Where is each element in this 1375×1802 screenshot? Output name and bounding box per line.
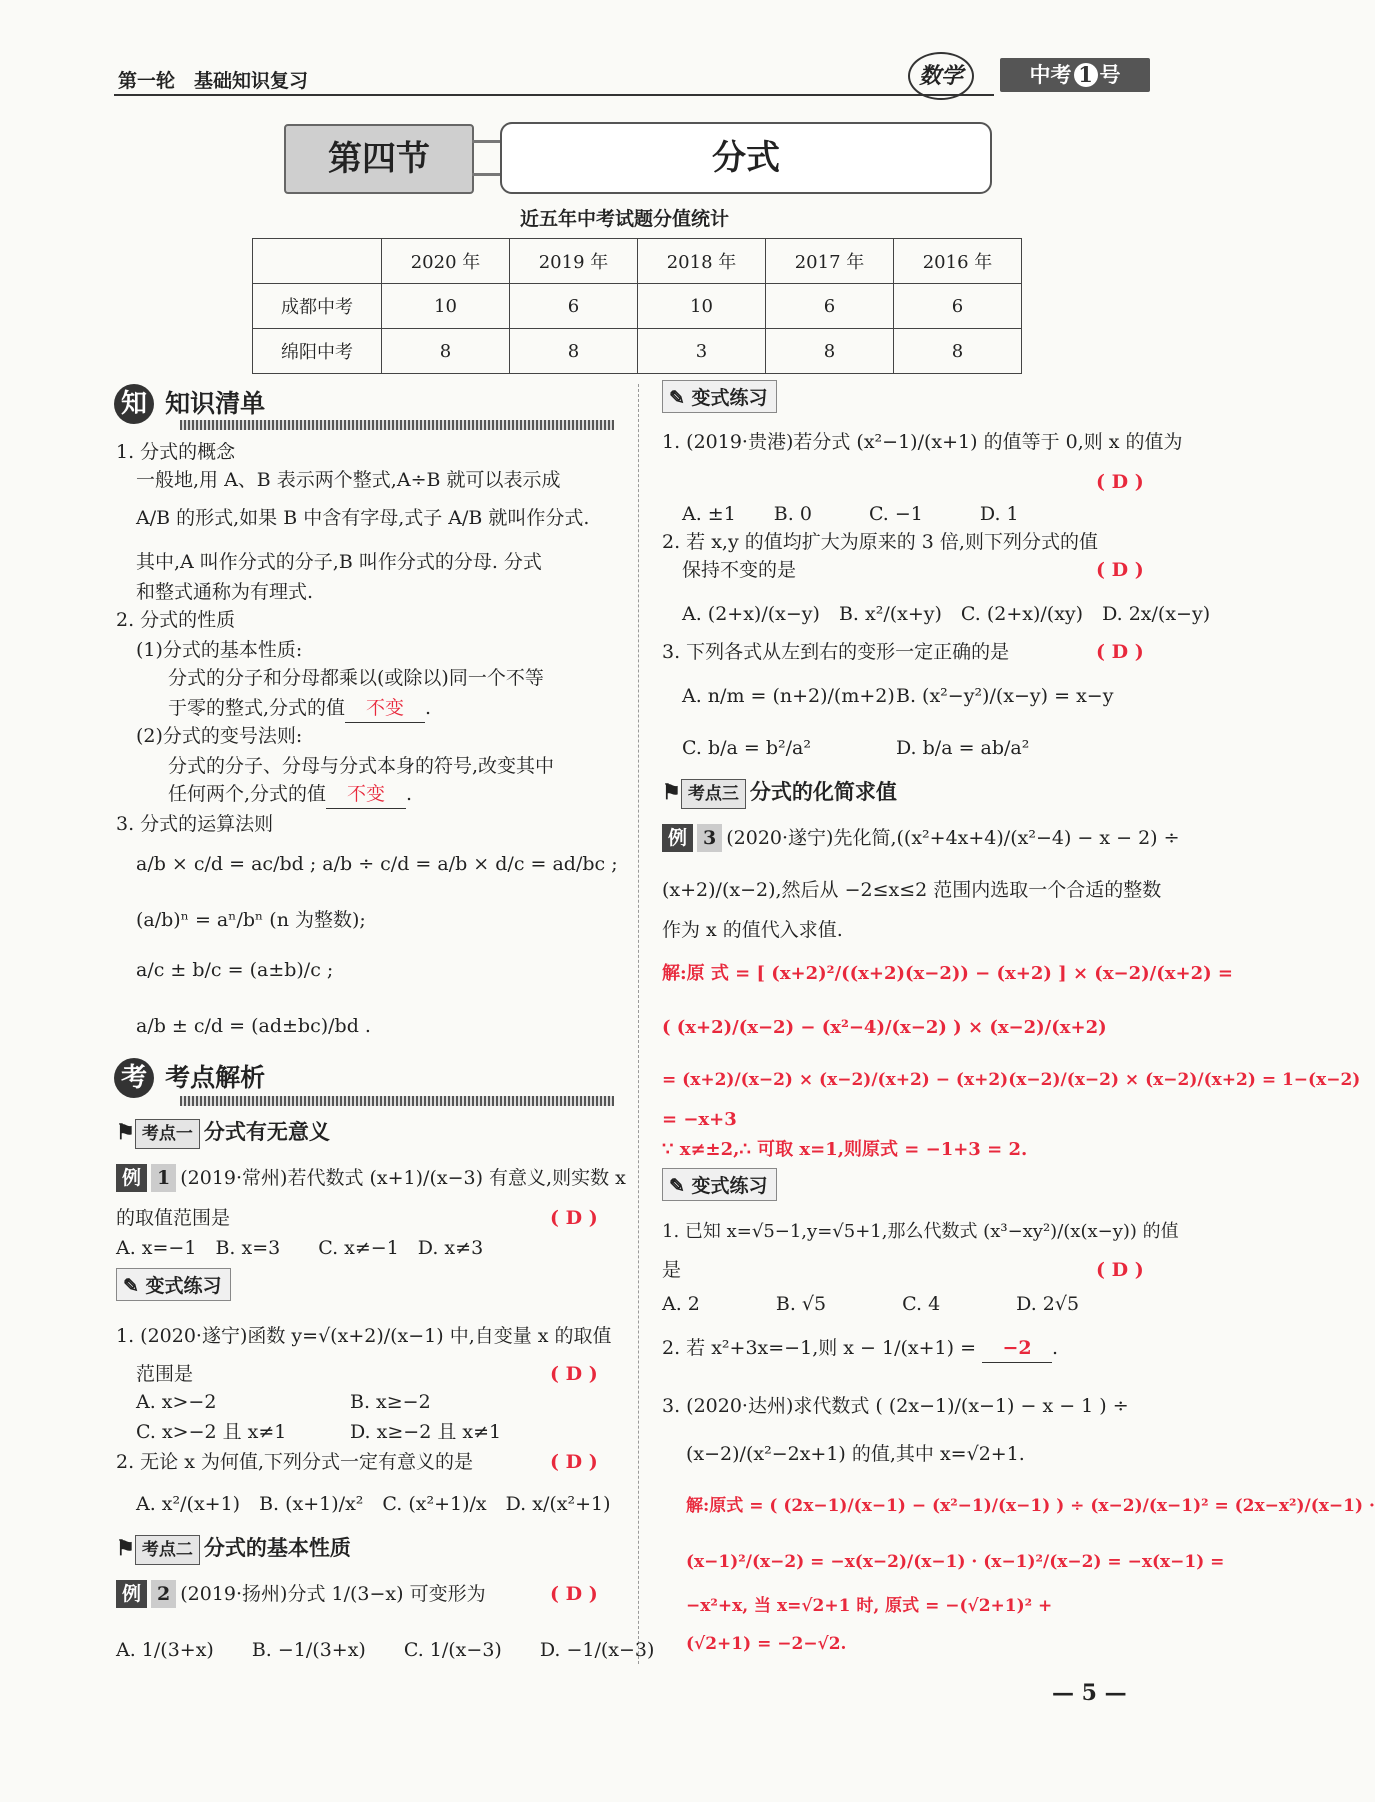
answer: ( D ) bbox=[550, 1207, 598, 1229]
example-text: (2019·扬州)分式 1/(3−x) 可变形为 bbox=[180, 1583, 486, 1605]
question: 3. 下列各式从左到右的变形一定正确的是 bbox=[662, 641, 1010, 663]
example-3-cont: (x+2)/(x−2),然后从 −2≤x≤2 范围内选取一个合适的整数 bbox=[662, 879, 1162, 901]
k-line-text: 任何两个,分式的值 bbox=[168, 783, 327, 805]
k-line: 1. 分式的概念 bbox=[116, 441, 236, 463]
k-line: 2. 分式的性质 bbox=[116, 609, 236, 631]
stats-row bbox=[253, 329, 1022, 374]
k-line: 分式的分子和分母都乘以(或除以)同一个不等 bbox=[168, 667, 544, 689]
stats-cell: 3 bbox=[638, 329, 766, 374]
example-tag: 例 bbox=[116, 1580, 147, 1608]
stats-cell: 8 bbox=[510, 329, 638, 374]
pencil-icon: ✎ bbox=[123, 1275, 139, 1297]
k-line: (2)分式的变号法则: bbox=[136, 725, 303, 747]
analysis-band bbox=[180, 1096, 614, 1106]
stats-col: 2019 年 bbox=[510, 239, 638, 284]
question: 2. 无论 x 为何值,下列分式一定有意义的是 bbox=[116, 1451, 474, 1473]
example-3-cont: 作为 x 的值代入求值. bbox=[662, 919, 843, 941]
solution-line: ( (x+2)/(x−2) − (x²−4)/(x−2) ) × (x−2)/(x+2) bbox=[662, 1017, 1107, 1038]
analysis-title: 考点解析 bbox=[165, 1063, 266, 1092]
options: A. 2 B. √5 C. 4 D. 2√5 bbox=[662, 1293, 1080, 1315]
answer: ( D ) bbox=[550, 1583, 598, 1605]
blank-answer: 不变 bbox=[326, 780, 406, 809]
section-number: 第四节 bbox=[284, 124, 474, 194]
blank-answer: 不变 bbox=[345, 694, 425, 723]
example-text: (2019·常州)若代数式 (x+1)/(x−3) 有意义,则实数 x bbox=[180, 1167, 626, 1189]
stats-table bbox=[252, 238, 1022, 374]
example-num: 2 bbox=[151, 1580, 176, 1608]
options: A. 1/(3+x) B. −1/(3+x) C. 1/(x−3) D. −1/(x−3) bbox=[116, 1639, 655, 1661]
stats-header-row bbox=[253, 239, 1022, 284]
variant-text bbox=[662, 1168, 777, 1201]
formula: a/c ± b/c = (a±b)/c ; bbox=[136, 959, 334, 981]
variant-text bbox=[662, 380, 777, 413]
flag-icon: ⚑ bbox=[116, 1119, 135, 1144]
stats-row bbox=[253, 284, 1022, 329]
subject-badge: 数学 bbox=[908, 52, 974, 100]
k-line: 任何两个,分式的值 不变 . bbox=[168, 780, 412, 809]
running-header: 第一轮 基础知识复习 bbox=[118, 70, 309, 92]
stats-cell: 成都中考 bbox=[253, 284, 382, 329]
option: C. b/a = b²/a² bbox=[682, 737, 811, 759]
option: D. x≥−2 且 x≠1 bbox=[350, 1421, 502, 1443]
question-cont: 是 bbox=[662, 1259, 682, 1281]
variant-label-text: 变式练习 bbox=[145, 1275, 222, 1297]
kaodian-title: 分式的基本性质 bbox=[203, 1535, 351, 1560]
stats-cell: 6 bbox=[894, 284, 1022, 329]
k-line: (1)分式的基本性质: bbox=[136, 639, 303, 661]
example-num: 1 bbox=[151, 1164, 176, 1192]
option: B. x≥−2 bbox=[350, 1391, 431, 1413]
knowledge-badge-icon: 知 bbox=[114, 384, 154, 424]
kaodian-tag: 考点一 bbox=[135, 1119, 200, 1149]
question-cont: 范围是 bbox=[136, 1363, 194, 1385]
section-connector bbox=[472, 140, 502, 176]
question-text: 2. 若 x²+3x=−1,则 x − 1/(x+1) = bbox=[662, 1337, 976, 1359]
kaodian-tag: 考点二 bbox=[135, 1535, 200, 1565]
stats-col bbox=[253, 239, 382, 284]
stats-col: 2017 年 bbox=[766, 239, 894, 284]
solution-line: (√2+1) = −2−√2. bbox=[686, 1634, 847, 1654]
question: 2. 若 x²+3x=−1,则 x − 1/(x+1) = −2 . bbox=[662, 1334, 1058, 1363]
analysis-heading bbox=[114, 1058, 265, 1098]
solution-line: = (x+2)/(x−2) × (x−2)/(x+2) − (x+2)(x−2)/(x−2) × (x−2)/(x+2) = 1−(x−2) bbox=[662, 1070, 1361, 1090]
knowledge-heading bbox=[114, 384, 265, 424]
k-line: 其中,A 叫作分式的分子,B 叫作分式的分母. 分式 bbox=[136, 551, 542, 573]
formula: (a/b)ⁿ = aⁿ/bⁿ (n 为整数); bbox=[136, 909, 366, 931]
k-line: 一般地,用 A、B 表示两个整式,A÷B 就可以表示成 bbox=[136, 469, 561, 491]
question: 3. (2020·达州)求代数式 ( (2x−1)/(x−1) − x − 1 ) ÷ bbox=[662, 1395, 1129, 1417]
option: A. n/m = (n+2)/(m+2) bbox=[682, 685, 895, 707]
option: C. x>−2 且 x≠1 bbox=[136, 1421, 287, 1443]
example-tag: 例 bbox=[662, 824, 693, 852]
answer: ( D ) bbox=[1096, 471, 1144, 493]
brand-number: 1 bbox=[1074, 63, 1098, 87]
kaodian-2 bbox=[116, 1534, 351, 1565]
options: A. (2+x)/(x−y) B. x²/(x+y) C. (2+x)/(xy) D. 2x/(x−y) bbox=[682, 603, 1211, 625]
stats-cell: 绵阳中考 bbox=[253, 329, 382, 374]
stats-cell: 8 bbox=[766, 329, 894, 374]
solution-line: ∵ x≠±2,∴ 可取 x=1,则原式 = −1+3 = 2. bbox=[662, 1139, 1028, 1160]
option: B. (x²−y²)/(x−y) = x−y bbox=[896, 685, 1114, 707]
example-text: (2020·遂宁)先化简,((x²+4x+4)/(x²−4) − x − 2) ÷ bbox=[726, 827, 1180, 849]
k-line: 和整式通称为有理式. bbox=[136, 581, 314, 603]
solution-line: 解:原 式 = [ (x+2)²/((x+2)(x−2)) − (x+2) ] × (x−2)/(x+2) = bbox=[662, 963, 1233, 984]
formula: a/b ± c/d = (ad±bc)/bd . bbox=[136, 1015, 371, 1037]
option: A. x>−2 bbox=[136, 1391, 217, 1413]
k-line: 3. 分式的运算法则 bbox=[116, 813, 274, 835]
stats-cell: 10 bbox=[382, 284, 510, 329]
pencil-icon: ✎ bbox=[669, 1175, 685, 1197]
k-line: A/B 的形式,如果 B 中含有字母,式子 A/B 就叫作分式. bbox=[136, 507, 590, 529]
answer: ( D ) bbox=[550, 1363, 598, 1385]
answer: ( D ) bbox=[1096, 1259, 1144, 1281]
kaodian-title: 分式的化简求值 bbox=[749, 779, 897, 804]
question-cont: 保持不变的是 bbox=[682, 559, 797, 581]
variant-label-text: 变式练习 bbox=[691, 1175, 768, 1197]
kaodian-tag: 考点三 bbox=[681, 779, 746, 809]
example-num: 3 bbox=[697, 824, 722, 852]
question-cont: (x−2)/(x²−2x+1) 的值,其中 x=√2+1. bbox=[686, 1443, 1025, 1465]
stats-cell: 6 bbox=[766, 284, 894, 329]
solution-line: −x²+x, 当 x=√2+1 时, 原式 = −(√2+1)² + bbox=[686, 1596, 1053, 1616]
example-1-cont: 的取值范围是 bbox=[116, 1207, 231, 1229]
k-line: 分式的分子、分母与分式本身的符号,改变其中 bbox=[168, 755, 555, 777]
stats-cell: 8 bbox=[382, 329, 510, 374]
kaodian-title: 分式有无意义 bbox=[203, 1119, 330, 1144]
blank-answer: −2 bbox=[982, 1334, 1052, 1363]
example-1 bbox=[116, 1164, 626, 1192]
stats-cell: 8 bbox=[894, 329, 1022, 374]
stats-col: 2018 年 bbox=[638, 239, 766, 284]
variant-label bbox=[116, 1268, 231, 1301]
answer: ( D ) bbox=[550, 1451, 598, 1473]
option: D. b/a = ab/a² bbox=[896, 737, 1030, 759]
kaodian-3 bbox=[662, 778, 897, 809]
variant-label bbox=[662, 1168, 777, 1201]
stats-title: 近五年中考试题分值统计 bbox=[520, 208, 730, 230]
section-title: 分式 bbox=[500, 122, 992, 194]
k-line-text: 于零的整式,分式的值 bbox=[168, 697, 346, 719]
k-line: 于零的整式,分式的值 不变 . bbox=[168, 694, 431, 723]
header-rule bbox=[114, 94, 994, 96]
solution-line: = −x+3 bbox=[662, 1109, 737, 1130]
page-number: — 5 — bbox=[1052, 1680, 1127, 1706]
knowledge-band bbox=[180, 420, 614, 430]
options: A. x=−1 B. x=3 C. x≠−1 D. x≠3 bbox=[116, 1237, 484, 1259]
options: A. x²/(x+1) B. (x+1)/x² C. (x²+1)/x D. x/(x²+1) bbox=[136, 1493, 611, 1515]
stats-cell: 10 bbox=[638, 284, 766, 329]
example-2 bbox=[116, 1580, 486, 1608]
kaodian-1 bbox=[116, 1118, 330, 1149]
analysis-badge-icon: 考 bbox=[114, 1058, 154, 1098]
flag-icon: ⚑ bbox=[116, 1535, 135, 1560]
question: 1. (2020·遂宁)函数 y=√(x+2)/(x−1) 中,自变量 x 的取值 bbox=[116, 1325, 612, 1347]
brand-badge bbox=[1000, 58, 1150, 92]
formula: a/b × c/d = ac/bd ; a/b ÷ c/d = a/b × d/c = ad/bc ; bbox=[136, 853, 618, 875]
variant-text bbox=[116, 1268, 231, 1301]
question: 1. (2019·贵港)若分式 (x²−1)/(x+1) 的值等于 0,则 x 的值为 bbox=[662, 431, 1183, 453]
example-3 bbox=[662, 824, 1180, 852]
variant-label bbox=[662, 380, 777, 413]
brand-post: 号 bbox=[1099, 62, 1121, 87]
pencil-icon: ✎ bbox=[669, 387, 685, 409]
variant-label-text: 变式练习 bbox=[691, 387, 768, 409]
stats-cell: 6 bbox=[510, 284, 638, 329]
options: A. ±1 B. 0 C. −1 D. 1 bbox=[682, 503, 1019, 525]
solution-line: 解:原式 = ( (2x−1)/(x−1) − (x²−1)/(x−1) ) ÷ (x−2)/(x−1)² = (2x−x²)/(x−1) · bbox=[686, 1496, 1375, 1516]
stats-col: 2016 年 bbox=[894, 239, 1022, 284]
column-divider bbox=[638, 384, 639, 1664]
question: 2. 若 x,y 的值均扩大为原来的 3 倍,则下列分式的值 bbox=[662, 531, 1098, 553]
example-tag: 例 bbox=[116, 1164, 147, 1192]
stats-col: 2020 年 bbox=[382, 239, 510, 284]
flag-icon: ⚑ bbox=[662, 779, 681, 804]
knowledge-title: 知识清单 bbox=[165, 389, 266, 418]
question: 1. 已知 x=√5−1,y=√5+1,那么代数式 (x³−xy²)/(x(x−y)) 的值 bbox=[662, 1221, 1179, 1242]
solution-line: (x−1)²/(x−2) = −x(x−2)/(x−1) · (x−1)²/(x−2) = −x(x−1) = bbox=[686, 1552, 1225, 1572]
brand-pre: 中考 bbox=[1029, 62, 1072, 87]
answer: ( D ) bbox=[1096, 641, 1144, 663]
answer: ( D ) bbox=[1096, 559, 1144, 581]
